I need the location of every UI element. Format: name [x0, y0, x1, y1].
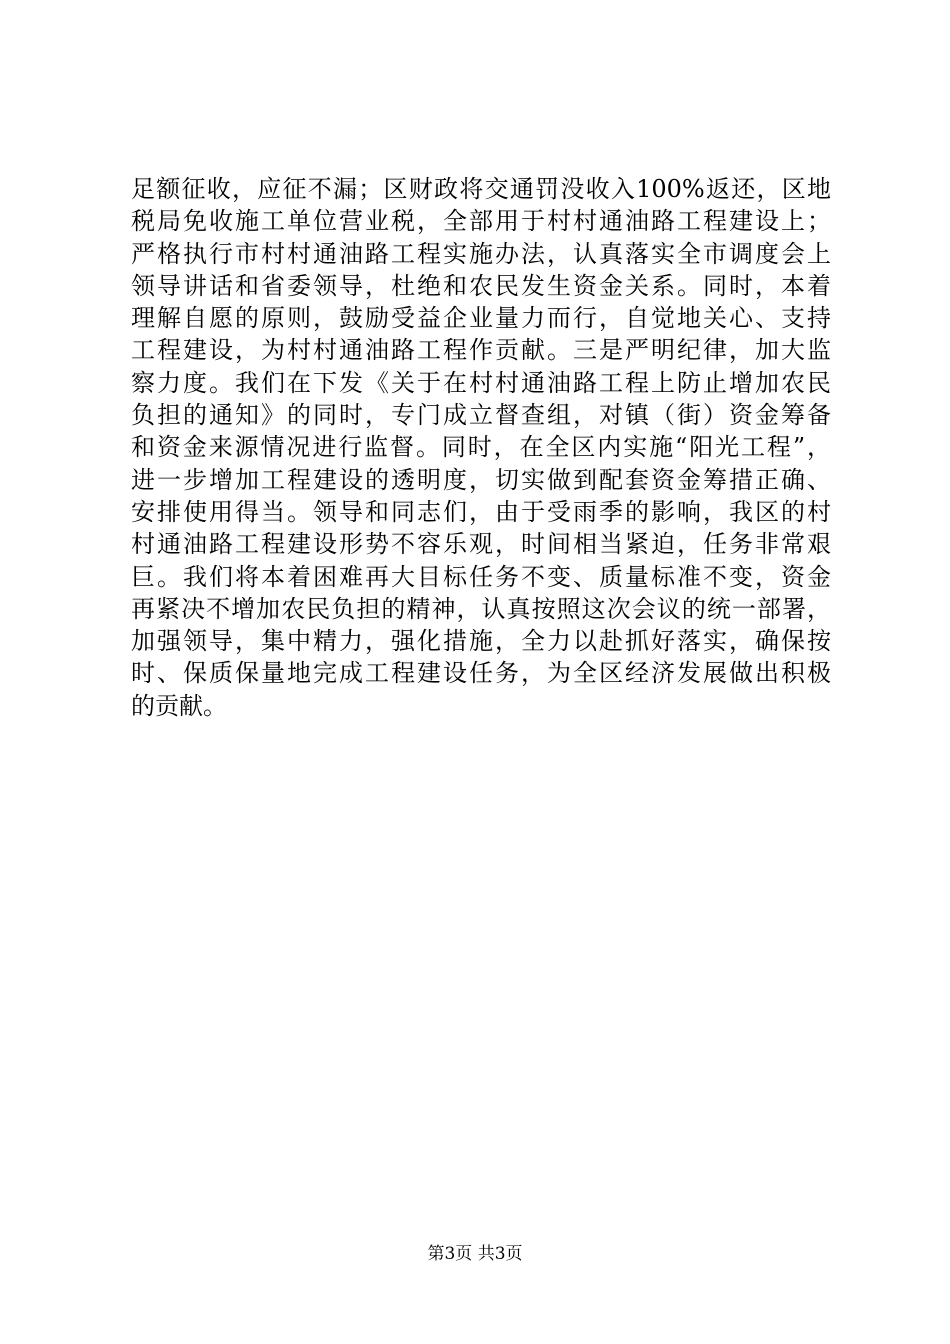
text-line: 严格执行市村村通油路工程实施办法，认真落实全市调度会上 — [131, 239, 831, 268]
text-line: 理解自愿的原则，鼓励受益企业量力而行，自觉地关心、支持 — [131, 304, 831, 333]
text-line: 和资金来源情况进行监督。同时，在全区内实施“阳光工程”， — [131, 433, 831, 462]
text-line: 进一步增加工程建设的透明度，切实做到配套资金筹措正确、 — [131, 465, 831, 494]
text-line: 再紧决不增加农民负担的精神，认真按照这次会议的统一部署， — [131, 594, 831, 623]
text-line: 察力度。我们在下发《关于在村村通油路工程上防止增加农民 — [131, 368, 831, 397]
text-line: 的贡献。 — [131, 691, 227, 720]
page-footer: 第3页 共3页 — [427, 1244, 523, 1264]
text-line: 领导讲话和省委领导，杜绝和农民发生资金关系。同时，本着 — [131, 271, 831, 300]
text-line: 巨。我们将本着困难再大目标任务不变、质量标准不变，资金 — [131, 562, 831, 591]
text-line: 税局免收施工单位营业税，全部用于村村通油路工程建设上； — [131, 207, 831, 236]
body-paragraph — [131, 173, 831, 722]
text-line: 村通油路工程建设形势不容乐观，时间相当紧迫，任务非常艰 — [131, 530, 831, 559]
text-line: 安排使用得当。领导和同志们，由于受雨季的影响，我区的村 — [131, 497, 831, 526]
text-line: 足额征收，应征不漏；区财政将交通罚没收入100%返还，区地 — [131, 175, 831, 203]
text-line: 工程建设，为村村通油路工程作贡献。三是严明纪律，加大监 — [131, 336, 831, 365]
text-line: 负担的通知》的同时，专门成立督查组，对镇（街）资金筹备 — [131, 401, 831, 430]
text-line: 时、保质保量地完成工程建设任务，为全区经济发展做出积极 — [131, 659, 831, 688]
text-line: 加强领导，集中精力，强化措施，全力以赴抓好落实，确保按 — [131, 627, 831, 656]
